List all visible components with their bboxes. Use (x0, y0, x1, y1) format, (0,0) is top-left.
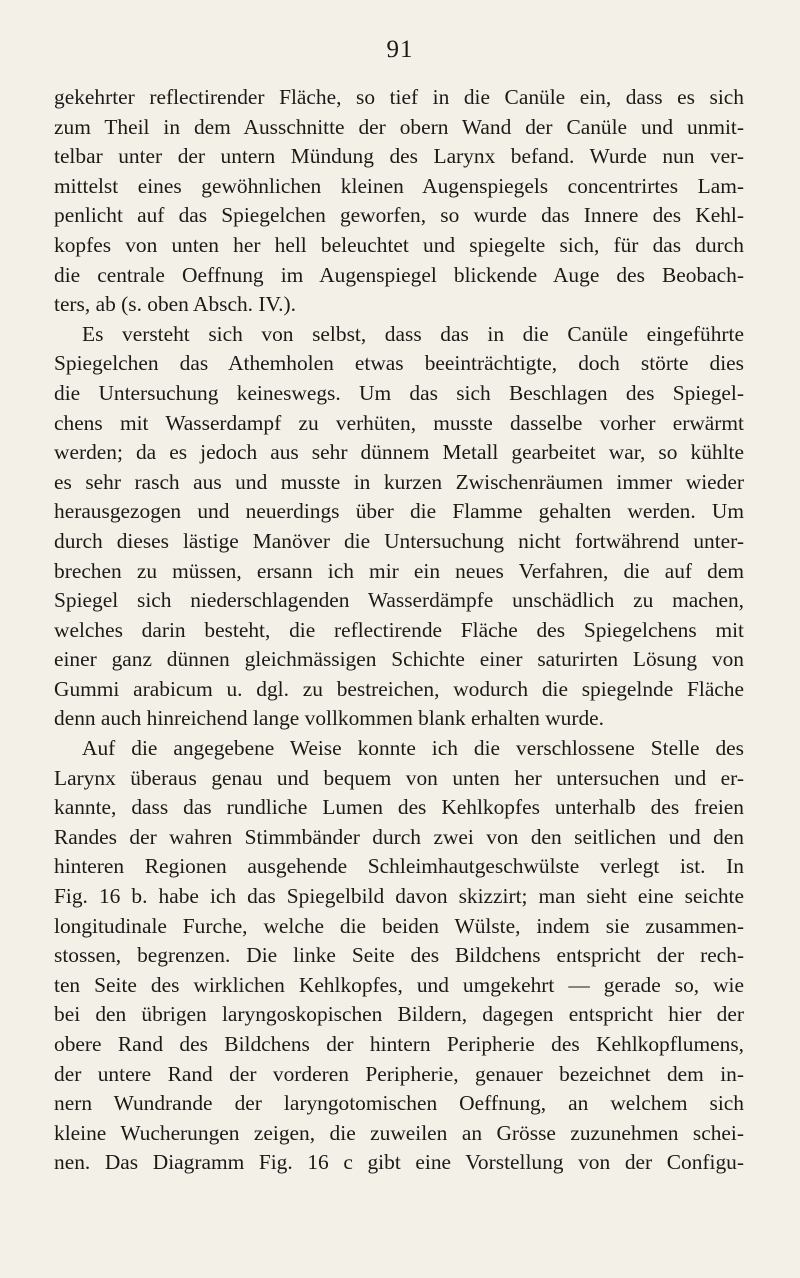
text-line: Gummi arabicum u. dgl. zu bestreichen, wodurch die spiegelnde Fläche (54, 676, 744, 701)
text-line: Randes der wahren Stimmbänder durch zwei von den seitlichen und den (54, 824, 744, 849)
text-line: hinteren Regionen ausgehende Schleimhautgeschwülste verlegt ist. In (54, 854, 744, 879)
text-line: es sehr rasch aus und musste in kurzen Zwischenräumen immer wieder (54, 469, 744, 494)
text-line: Spiegelchen das Athemholen etwas beeinträchtigte, doch störte dies (54, 351, 744, 376)
text-line: gekehrter reflectirender Fläche, so tief in die Canüle ein, dass es sich (54, 85, 744, 109)
text-line: der untere Rand der vorderen Peripherie, genauer bezeichnet dem in- (54, 1061, 744, 1086)
text-line: obere Rand des Bildchens der hintern Peripherie des Kehlkopflumens, (54, 1032, 744, 1056)
text-line: einer ganz dünnen gleichmässigen Schichte einer saturirten Lösung von (54, 647, 744, 672)
text-line: welches darin besteht, die reflectirende Fläche des Spiegelchens mit (54, 617, 744, 642)
text-line: werden; da es jedoch aus sehr dünnem Metall gearbeitet war, so kühlte (54, 440, 744, 465)
text-line: herausgezogen und neuerdings über die Flamme gehalten werden. Um (54, 499, 744, 524)
text-line: nen. Das Diagramm Fig. 16 c gibt eine Vorstellung von der Configu- (54, 1150, 744, 1175)
text-line: kopfes von unten her hell beleuchtet und spiegelte sich, für das durch (54, 232, 744, 257)
text-line: chens mit Wasserdampf zu verhüten, musste dasselbe vorher erwärmt (54, 410, 744, 435)
text-line: ten Seite des wirklichen Kehlkopfes, und umgekehrt — gerade so, wie (54, 972, 744, 997)
text-line: durch dieses lästige Manöver die Untersuchung nicht fortwährend unter- (54, 528, 744, 553)
text-line: mittelst eines gewöhnlichen kleinen Augenspiegels concentrirtes Lam- (54, 173, 744, 198)
text-line: Fig. 16 b. habe ich das Spiegelbild davon skizzirt; man sieht eine seichte (54, 884, 744, 909)
text-line: brechen zu müssen, ersann ich mir ein neues Verfahren, die auf dem (54, 558, 744, 583)
text-line: longitudinale Furche, welche die beiden Wülste, indem sie zusammen- (54, 913, 744, 938)
text-line: Larynx überaus genau und bequem von unten her untersuchen und er- (54, 765, 744, 790)
text-line: die centrale Oeffnung im Augenspiegel blickende Auge des Beobach- (54, 262, 744, 287)
text-line: zum Theil in dem Ausschnitte der obern Wand der Canüle und unmit- (54, 114, 744, 139)
text-line: Spiegel sich niederschlagenden Wasserdämpfe unschädlich zu machen, (54, 588, 744, 613)
text-line: nern Wundrande der laryngotomischen Oeffnung, an welchem sich (54, 1091, 744, 1116)
text-line: bei den übrigen laryngoskopischen Bildern, dagegen entspricht hier der (54, 1002, 744, 1027)
text-line: denn auch hinreichend lange vollkommen blank erhalten wurde. (54, 706, 605, 731)
text-line: penlicht auf das Spiegelchen geworfen, so wurde das Innere des Kehl- (54, 203, 744, 228)
text-line: die Untersuchung keineswegs. Um das sich Beschlagen des Spiegel- (54, 380, 744, 405)
text-line: Es versteht sich von selbst, dass das in die Canüle eingeführte (82, 321, 744, 346)
text-line: kleine Wucherungen zeigen, die zuweilen an Grösse zuzunehmen schei- (54, 1120, 744, 1145)
text-line: telbar unter der untern Mündung des Larynx befand. Wurde nun ver- (54, 144, 744, 169)
text-line: ters, ab (s. oben Absch. IV.). (54, 292, 296, 317)
text-line: Auf die angegebene Weise konnte ich die verschlossene Stelle des (82, 736, 744, 761)
text-line: stossen, begrenzen. Die linke Seite des Bildchens entspricht der rech- (54, 943, 744, 968)
page-number: 91 (386, 36, 414, 63)
body-text (54, 83, 744, 1178)
text-line: kannte, dass das rundliche Lumen des Kehlkopfes unterhalb des freien (54, 795, 744, 820)
